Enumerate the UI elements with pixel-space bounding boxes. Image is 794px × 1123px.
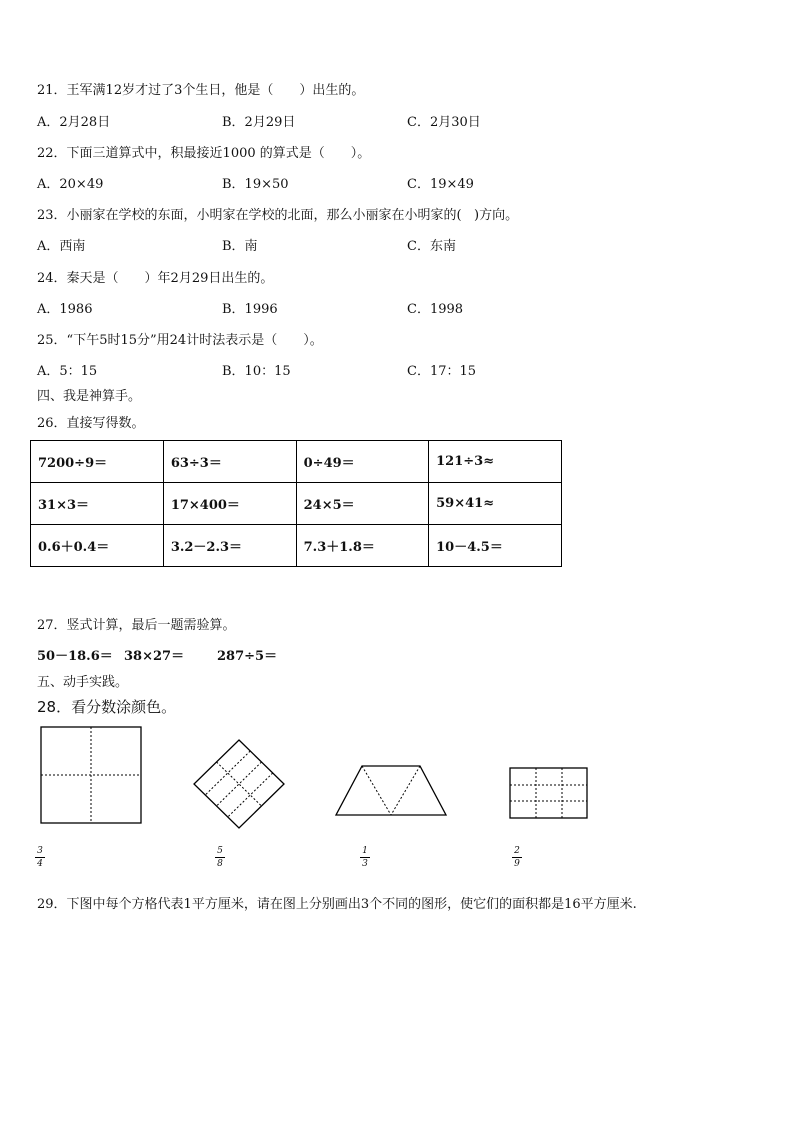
fraction-denominator: 9 (514, 859, 520, 869)
calc-cell: 59×41≈ (429, 483, 562, 525)
q22-option-c: C．19×49 (407, 177, 474, 192)
q24-stem: 24．秦天是（ ）年2月29日出生的。 (37, 271, 274, 286)
q27-stem: 27．竖式计算，最后一题需验算。 (37, 618, 236, 633)
calc-cell: 3.2－2.3＝ (163, 525, 296, 567)
fraction-bar (360, 857, 370, 858)
calc-cell: 121÷3≈ (429, 441, 562, 483)
q28-stem: 28．看分数涂颜色。 (37, 698, 177, 716)
fraction-bar (35, 857, 45, 858)
q23-option-c: C．东南 (407, 239, 456, 254)
q22-stem: 22．下面三道算式中，积最接近1000 的算式是（ ）。 (37, 146, 371, 161)
fraction-bar (512, 857, 522, 858)
q24-option-b: B．1996 (222, 302, 278, 317)
fraction-numerator: 5 (217, 846, 223, 856)
q21-option-a: A．2月28日 (37, 115, 111, 130)
q26-stem: 26．直接写得数。 (37, 416, 145, 431)
q27-item-3: 287÷5＝ (217, 649, 278, 664)
section-4-heading: 四、我是神算手。 (37, 389, 142, 404)
q23-option-a: A．西南 (37, 239, 86, 254)
fraction-bar (215, 857, 225, 858)
q23-option-b: B．南 (222, 239, 258, 254)
calc-cell: 0.6＋0.4＝ (31, 525, 164, 567)
q24-option-a: A．1986 (37, 302, 93, 317)
fraction-numerator: 2 (514, 846, 520, 856)
section-5-heading: 五、动手实践。 (37, 675, 129, 690)
q21-stem: 21．王军满12岁才过了3个生日，他是（ ）出生的。 (37, 83, 365, 98)
calc-cell: 24×5＝ (296, 483, 429, 525)
q29-stem: 29．下图中每个方格代表1平方厘米，请在图上分别画出3个不同的图形，使它们的面积都是16平方厘米. (37, 897, 637, 912)
q27-item-1: 50－18.6＝ (37, 649, 113, 664)
q24-option-c: C．1998 (407, 302, 464, 317)
calc-cell: 7.3＋1.8＝ (296, 525, 429, 567)
q21-option-b: B．2月29日 (222, 115, 296, 130)
trapezoid-thirds-figure (334, 764, 448, 818)
calc-cell: 63÷3＝ (163, 441, 296, 483)
calc-cell: 0÷49＝ (296, 441, 429, 483)
fraction-denominator: 4 (37, 859, 43, 869)
calc-cell: 7200÷9＝ (31, 441, 164, 483)
q25-option-c: C．17：15 (407, 364, 477, 379)
rectangle-ninths-figure (508, 766, 590, 820)
calc-cell: 17×400＝ (163, 483, 296, 525)
table-row (31, 483, 562, 525)
q22-option-a: A．20×49 (37, 177, 104, 192)
fraction-label (360, 846, 370, 869)
calc-cell: 10－4.5＝ (429, 525, 562, 567)
q25-option-a: A．5：15 (37, 364, 98, 379)
q22-option-b: B．19×50 (222, 177, 289, 192)
fraction-denominator: 3 (362, 859, 368, 869)
q27-item-2: 38×27＝ (124, 649, 185, 664)
calc-cell: 31×3＝ (31, 483, 164, 525)
fraction-label (35, 846, 45, 869)
table-row (31, 441, 562, 483)
fraction-numerator: 3 (37, 846, 43, 856)
fraction-label (215, 846, 225, 869)
q21-option-c: C．2月30日 (407, 115, 481, 130)
square-quarters-figure (38, 724, 144, 826)
q25-stem: 25．“下午5时15分”用24计时法表示是（ ）。 (37, 333, 323, 348)
fraction-numerator: 1 (362, 846, 368, 856)
q25-option-b: B．10：15 (222, 364, 291, 379)
fraction-label (512, 846, 522, 869)
fraction-denominator: 8 (217, 859, 223, 869)
q26-calc-table (30, 440, 562, 567)
q23-stem: 23．小丽家在学校的东面，小明家在学校的北面，那么小丽家在小明家的( )方向。 (37, 208, 519, 223)
diamond-eighths-figure (192, 738, 286, 830)
table-row (31, 525, 562, 567)
